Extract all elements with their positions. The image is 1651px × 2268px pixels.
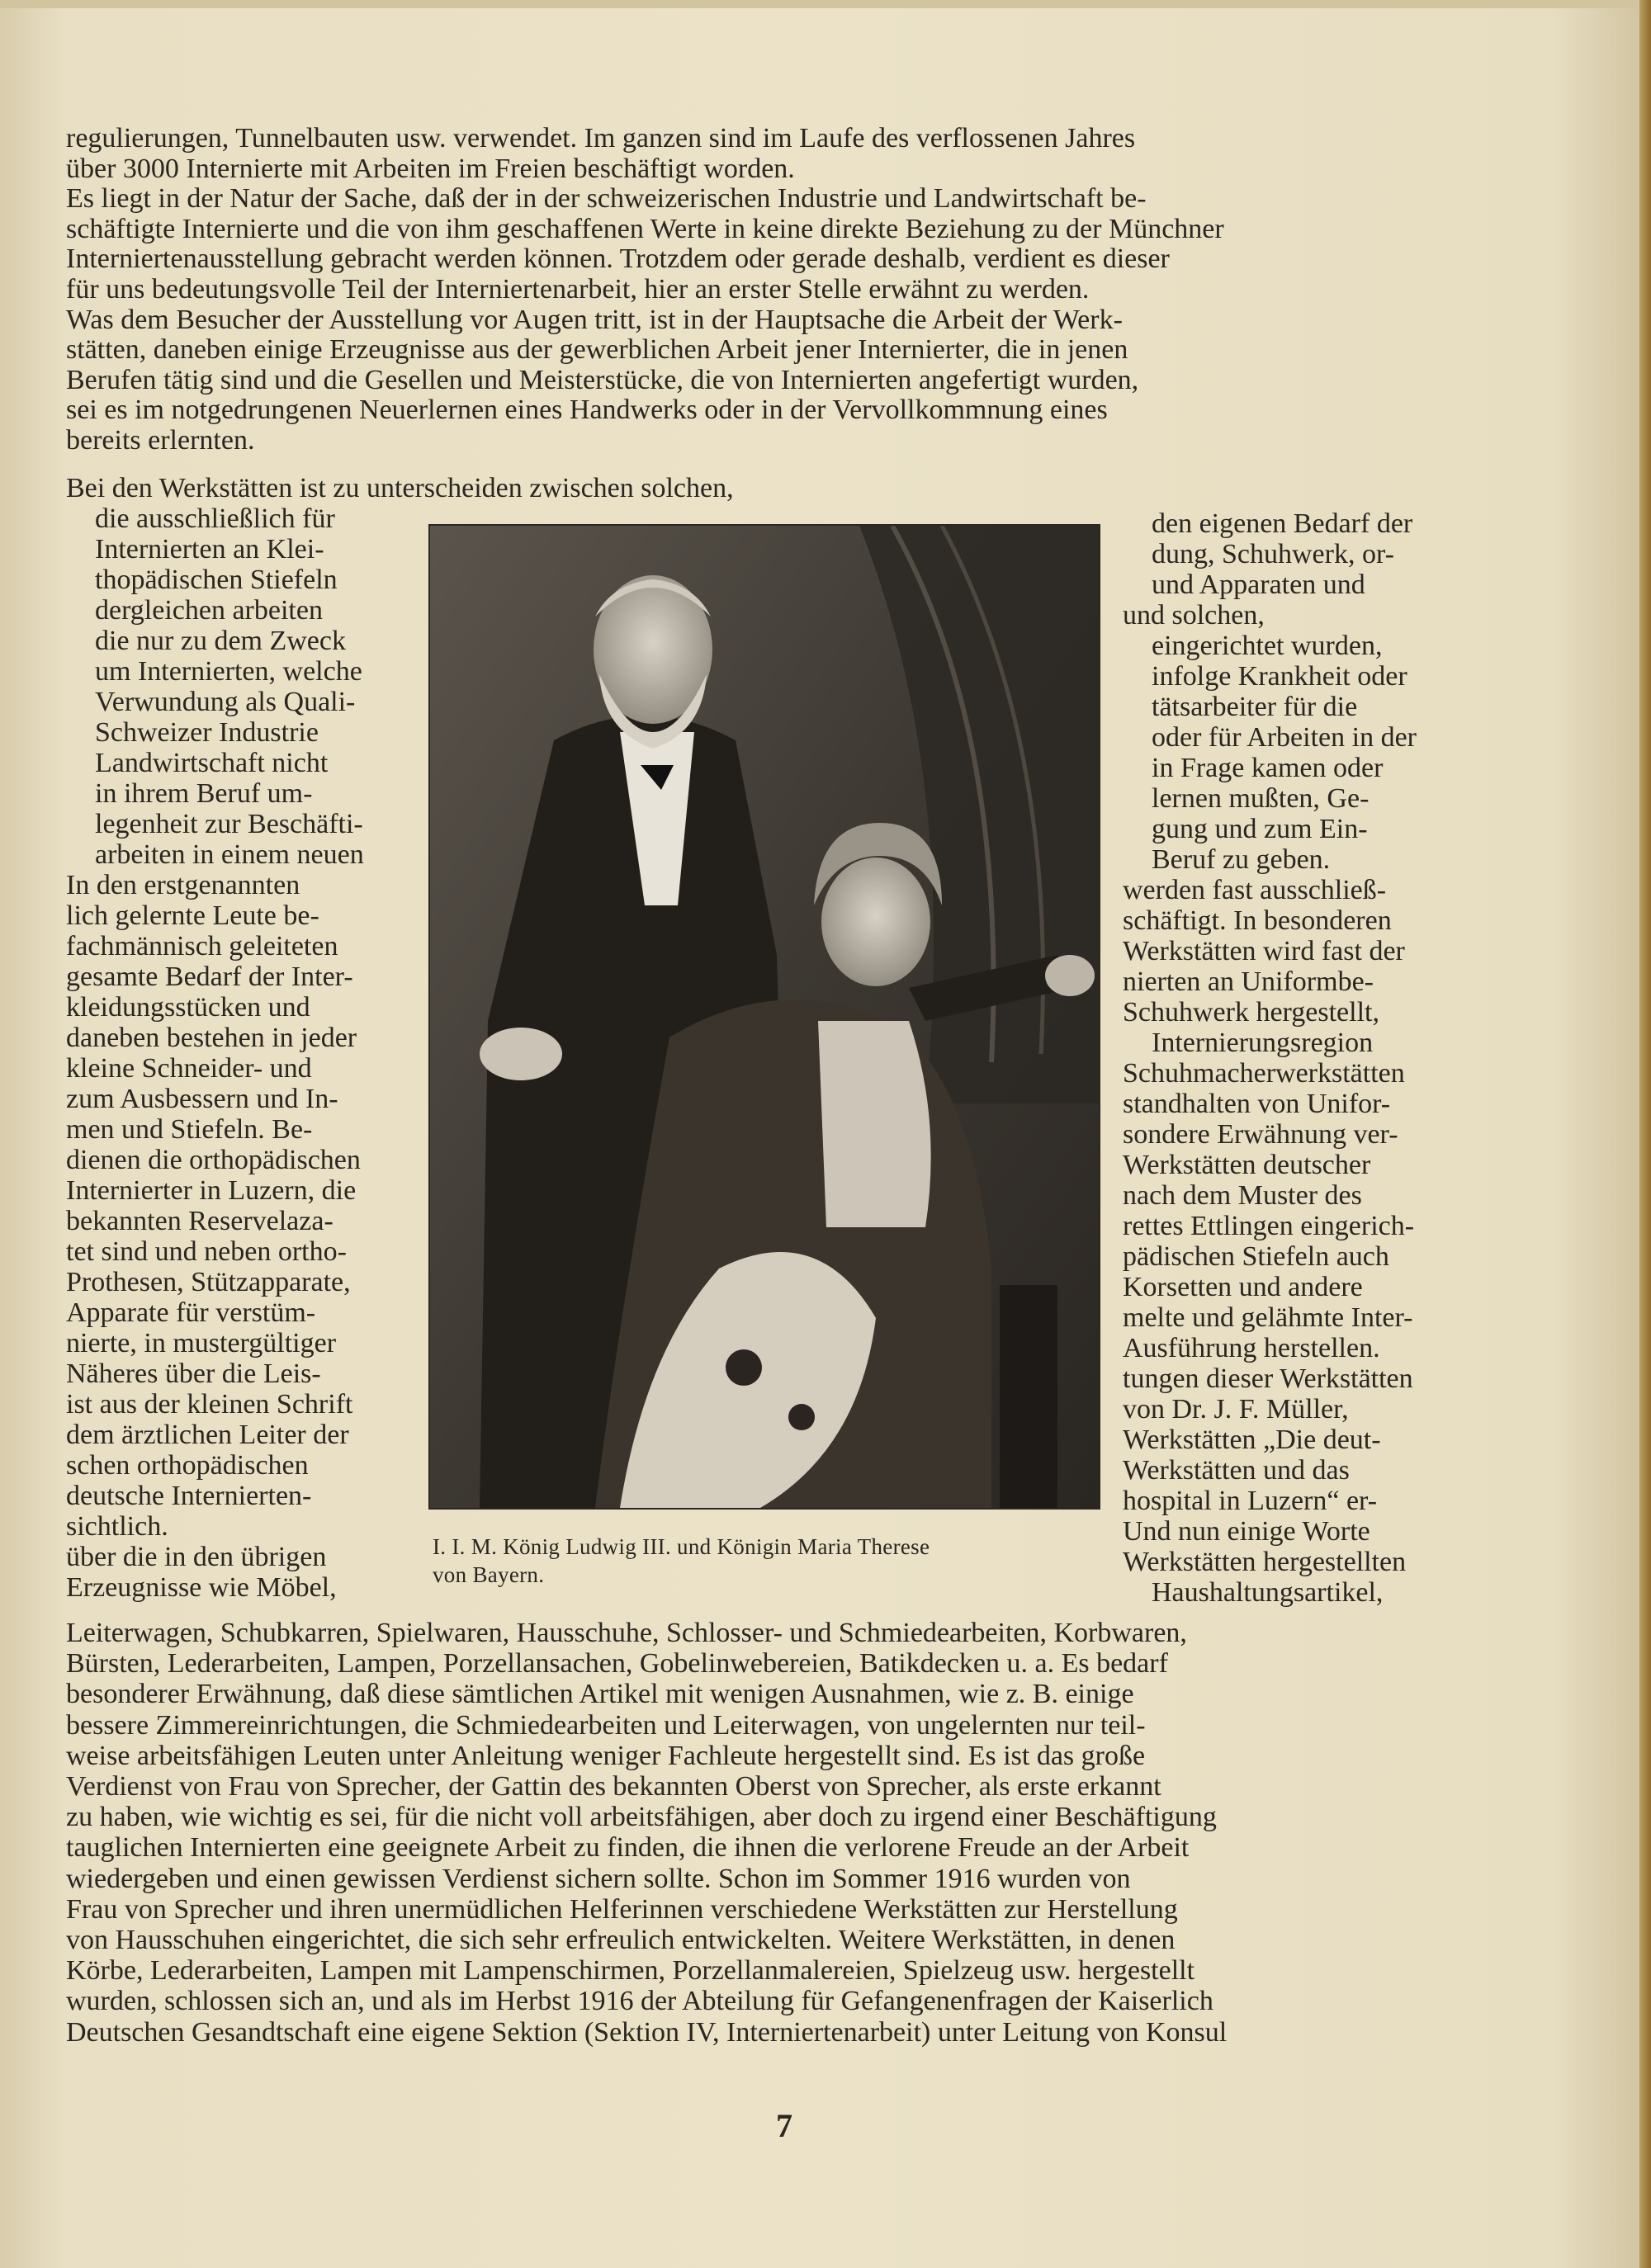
caption-line: von Bayern. (433, 1562, 545, 1587)
text-line: oder für Arbeiten in der (1152, 722, 1417, 753)
text-line: Internierter in Luzern, die (66, 1175, 357, 1206)
text-line: legenheit zur Beschäfti- (95, 809, 363, 839)
text-line: die ausschließlich für (95, 503, 335, 534)
text-line: Körbe, Lederarbeiten, Lampen mit Lampenschirmen, Porzellanmalereien, Spielzeug usw. hergestellt (66, 1955, 1195, 1987)
royal-couple-photograph (430, 526, 1099, 1508)
page-top-edge (0, 0, 1651, 8)
text-line: dienen die orthopädischen (66, 1145, 361, 1175)
text-line: Deutschen Gesandtschaft eine eigene Sektion (Sektion IV, Interniertenarbeit) unter Leitung von Konsul (66, 2016, 1228, 2048)
text-line: Internierungsregion (1152, 1028, 1374, 1058)
text-line: lernen mußten, Ge- (1152, 783, 1370, 814)
text-line: und solchen, (1123, 600, 1265, 631)
caption-line: I. I. M. König Ludwig III. und Königin Maria Therese (433, 1534, 930, 1559)
text-line: pädischen Stiefeln auch (1123, 1241, 1389, 1272)
text-line: deutsche Internierten- (66, 1481, 312, 1511)
photo-illustration (430, 526, 1099, 1508)
text-line: weise arbeitsfähigen Leuten unter Anleitung weniger Fachleute hergestellt sind. Es ist das große (66, 1740, 1146, 1771)
text-line: In den erstgenannten (66, 870, 300, 900)
text-line: Werkstätten und das (1123, 1455, 1350, 1486)
text-line: wurden, schlossen sich an, und als im Herbst 1916 der Abteilung für Gefangenenfragen der Kaiserlich (66, 1986, 1213, 2017)
text-line: Interniertenausstellung gebracht werden können. Trotzdem oder gerade deshalb, verdient es dieser (66, 243, 1170, 275)
text-line: rettes Ettlingen eingerich- (1123, 1211, 1415, 1241)
text-line: schäftigt. In besonderen (1123, 905, 1392, 936)
text-line: sei es im notgedrungenen Neuerlernen eines Handwerks oder in der Vervollkommnung eines (66, 395, 1108, 426)
text-line: Was dem Besucher der Ausstellung vor Augen tritt, ist in der Hauptsache die Arbeit der Werk- (66, 304, 1123, 335)
book-spine-edge (1639, 0, 1651, 2268)
text-line: hospital in Luzern“ er- (1123, 1486, 1378, 1516)
text-line: dem ärztlichen Leiter der (66, 1420, 349, 1450)
intro-line: Bei den Werkstätten ist zu unterscheiden zwischen solchen, (66, 473, 734, 503)
text-line: fachmännisch geleiteten (66, 931, 338, 962)
text-line: daneben bestehen in jeder (66, 1023, 357, 1053)
text-line: zu haben, wie wichtig es sei, für die nicht voll arbeitsfähigen, aber doch zu irgend einer Beschäftigung (66, 1802, 1217, 1833)
text-line: und Apparaten und (1152, 569, 1365, 600)
text-line: Und nun einige Worte (1123, 1516, 1370, 1547)
text-line: standhalten von Unifor- (1123, 1089, 1391, 1119)
text-line: lich gelernte Leute be- (66, 900, 319, 931)
text-line: Landwirtschaft nicht (95, 748, 329, 778)
text-line: nach dem Muster des (1123, 1180, 1362, 1211)
text-line: Verdienst von Frau von Sprecher, der Gattin des bekannten Oberst von Sprecher, als erste erkannt (66, 1771, 1161, 1803)
bottom-paragraphs (66, 1618, 1469, 2048)
text-line: bekannten Reservelaza- (66, 1206, 334, 1236)
text-line: tungen dieser Werkstätten (1123, 1363, 1413, 1394)
text-line: Leiterwagen, Schubkarren, Spielwaren, Hausschuhe, Schlosser- und Schmiedearbeiten, Korbwaren, (66, 1618, 1187, 1648)
text-line: Bürsten, Lederarbeiten, Lampen, Porzellansachen, Gobelinwebereien, Batikdecken u. a. Es bedarf (66, 1648, 1168, 1680)
text-line: den eigenen Bedarf der (1152, 508, 1413, 539)
text-line: sondere Erwähnung ver- (1123, 1119, 1398, 1150)
text-line: Ausführung herstellen. (1123, 1333, 1380, 1363)
text-line: wiedergeben und einen gewissen Verdienst sichern sollte. Schon im Sommer 1916 wurden von (66, 1863, 1131, 1894)
text-line: über die in den übrigen (66, 1542, 327, 1572)
text-line: regulierungen, Tunnelbauten usw. verwendet. Im ganzen sind im Laufe des verflossenen Jahres (66, 123, 1136, 154)
text-line: Schuhmacherwerkstätten (1123, 1058, 1405, 1089)
text-line: thopädischen Stiefeln (95, 565, 338, 595)
text-line: Frau von Sprecher und ihren unermüdlichen Helferinnen verschiedene Werkstätten zur Herstellung (66, 1893, 1178, 1925)
text-line: Korsetten und andere (1123, 1272, 1363, 1302)
text-line: Es liegt in der Natur der Sache, daß der in der schweizerischen Industrie und Landwirtschaft be- (66, 183, 1147, 215)
text-line: besonderer Erwähnung, daß diese sämtlichen Artikel mit wenigen Ausnahmen, wie z. B. einige (66, 1679, 1134, 1710)
text-line: Internierten an Klei- (95, 534, 324, 565)
text-line: Apparate für verstüm- (66, 1297, 316, 1328)
text-line: melte und gelähmte Inter- (1123, 1302, 1413, 1333)
left-text-column (66, 503, 413, 1603)
text-line: schäftigte Internierte und die von ihm geschaffenen Werte in keine direkte Beziehung zu der Münchner (66, 213, 1224, 244)
text-line: Erzeugnisse wie Möbel, (66, 1572, 337, 1603)
right-text-column (1123, 508, 1469, 1608)
text-line: tätsarbeiter für die (1152, 692, 1358, 722)
text-line: kleidungsstücken und (66, 992, 310, 1023)
text-line: ist aus der kleinen Schrift (66, 1389, 353, 1420)
text-line: gung und zum Ein- (1152, 814, 1368, 844)
text-line: Schuhwerk hergestellt, (1123, 997, 1379, 1028)
text-line: bereits erlernten. (66, 424, 255, 456)
text-line: von Hausschuhen eingerichtet, die sich sehr erfreulich entwickelten. Weitere Werkstätten, in denen (66, 1925, 1176, 1956)
text-line: gesamte Bedarf der Inter- (66, 962, 353, 992)
text-line: nierte, in mustergültiger (66, 1328, 337, 1358)
text-line: eingerichtet wurden, (1152, 631, 1383, 661)
text-line: nierten an Uniformbe- (1123, 966, 1374, 997)
text-line: Werkstätten hergestellten (1123, 1547, 1407, 1577)
top-paragraphs (66, 124, 1469, 456)
text-line: von Dr. J. F. Müller, (1123, 1394, 1349, 1425)
text-line: Werkstätten deutscher (1123, 1150, 1371, 1180)
text-line: werden fast ausschließ- (1123, 875, 1387, 905)
text-line: schen orthopädischen (66, 1450, 309, 1481)
text-line: kleine Schneider- und (66, 1053, 312, 1084)
text-line: Haushaltungsartikel, (1152, 1577, 1384, 1608)
text-line: Beruf zu geben. (1152, 844, 1331, 875)
text-line: für uns bedeutungsvolle Teil der Interniertenarbeit, hier an erster Stelle erwähnt zu werden. (66, 273, 1090, 305)
text-line: infolge Krankheit oder (1152, 661, 1407, 692)
text-line: dung, Schuhwerk, or- (1152, 539, 1394, 569)
photo-caption (433, 1533, 1109, 1589)
text-line: Werkstätten wird fast der (1123, 936, 1405, 966)
text-line: zum Ausbessern und In- (66, 1084, 338, 1114)
text-line: Verwundung als Quali- (95, 687, 356, 717)
text-line: um Internierten, welche (95, 656, 362, 687)
text-line: bessere Zimmereinrichtungen, die Schmiedearbeiten und Leiterwagen, von ungelernten nur teil- (66, 1709, 1146, 1741)
text-line: stätten, daneben einige Erzeugnisse aus der gewerblichen Arbeit jener Internierter, die in jenen (66, 334, 1128, 366)
text-line: in Frage kamen oder (1152, 753, 1384, 783)
text-line: arbeiten in einem neuen (95, 839, 364, 870)
text-line: über 3000 Internierte mit Arbeiten im Freien beschäftigt worden. (66, 153, 795, 184)
text-line: tet sind und neben ortho- (66, 1236, 347, 1267)
text-line: tauglichen Internierten eine geeignete Arbeit zu finden, die ihnen die verlorene Freude an der Arbeit (66, 1832, 1190, 1864)
text-line: men und Stiefeln. Be- (66, 1114, 313, 1145)
text-line: Berufen tätig sind und die Gesellen und Meisterstücke, die von Internierten angefertigt wurden, (66, 364, 1139, 395)
text-line: dergleichen arbeiten (95, 595, 323, 626)
text-line: Werkstätten „Die deut- (1123, 1425, 1381, 1455)
text-line: Schweizer Industrie (95, 717, 319, 748)
text-line: Prothesen, Stützapparate, (66, 1267, 351, 1297)
text-line: in ihrem Beruf um- (95, 778, 313, 809)
text-line: die nur zu dem Zweck (95, 626, 346, 656)
page-number: 7 (776, 2107, 792, 2144)
text-line: Näheres über die Leis- (66, 1358, 321, 1389)
text-line: sichtlich. (66, 1511, 168, 1542)
